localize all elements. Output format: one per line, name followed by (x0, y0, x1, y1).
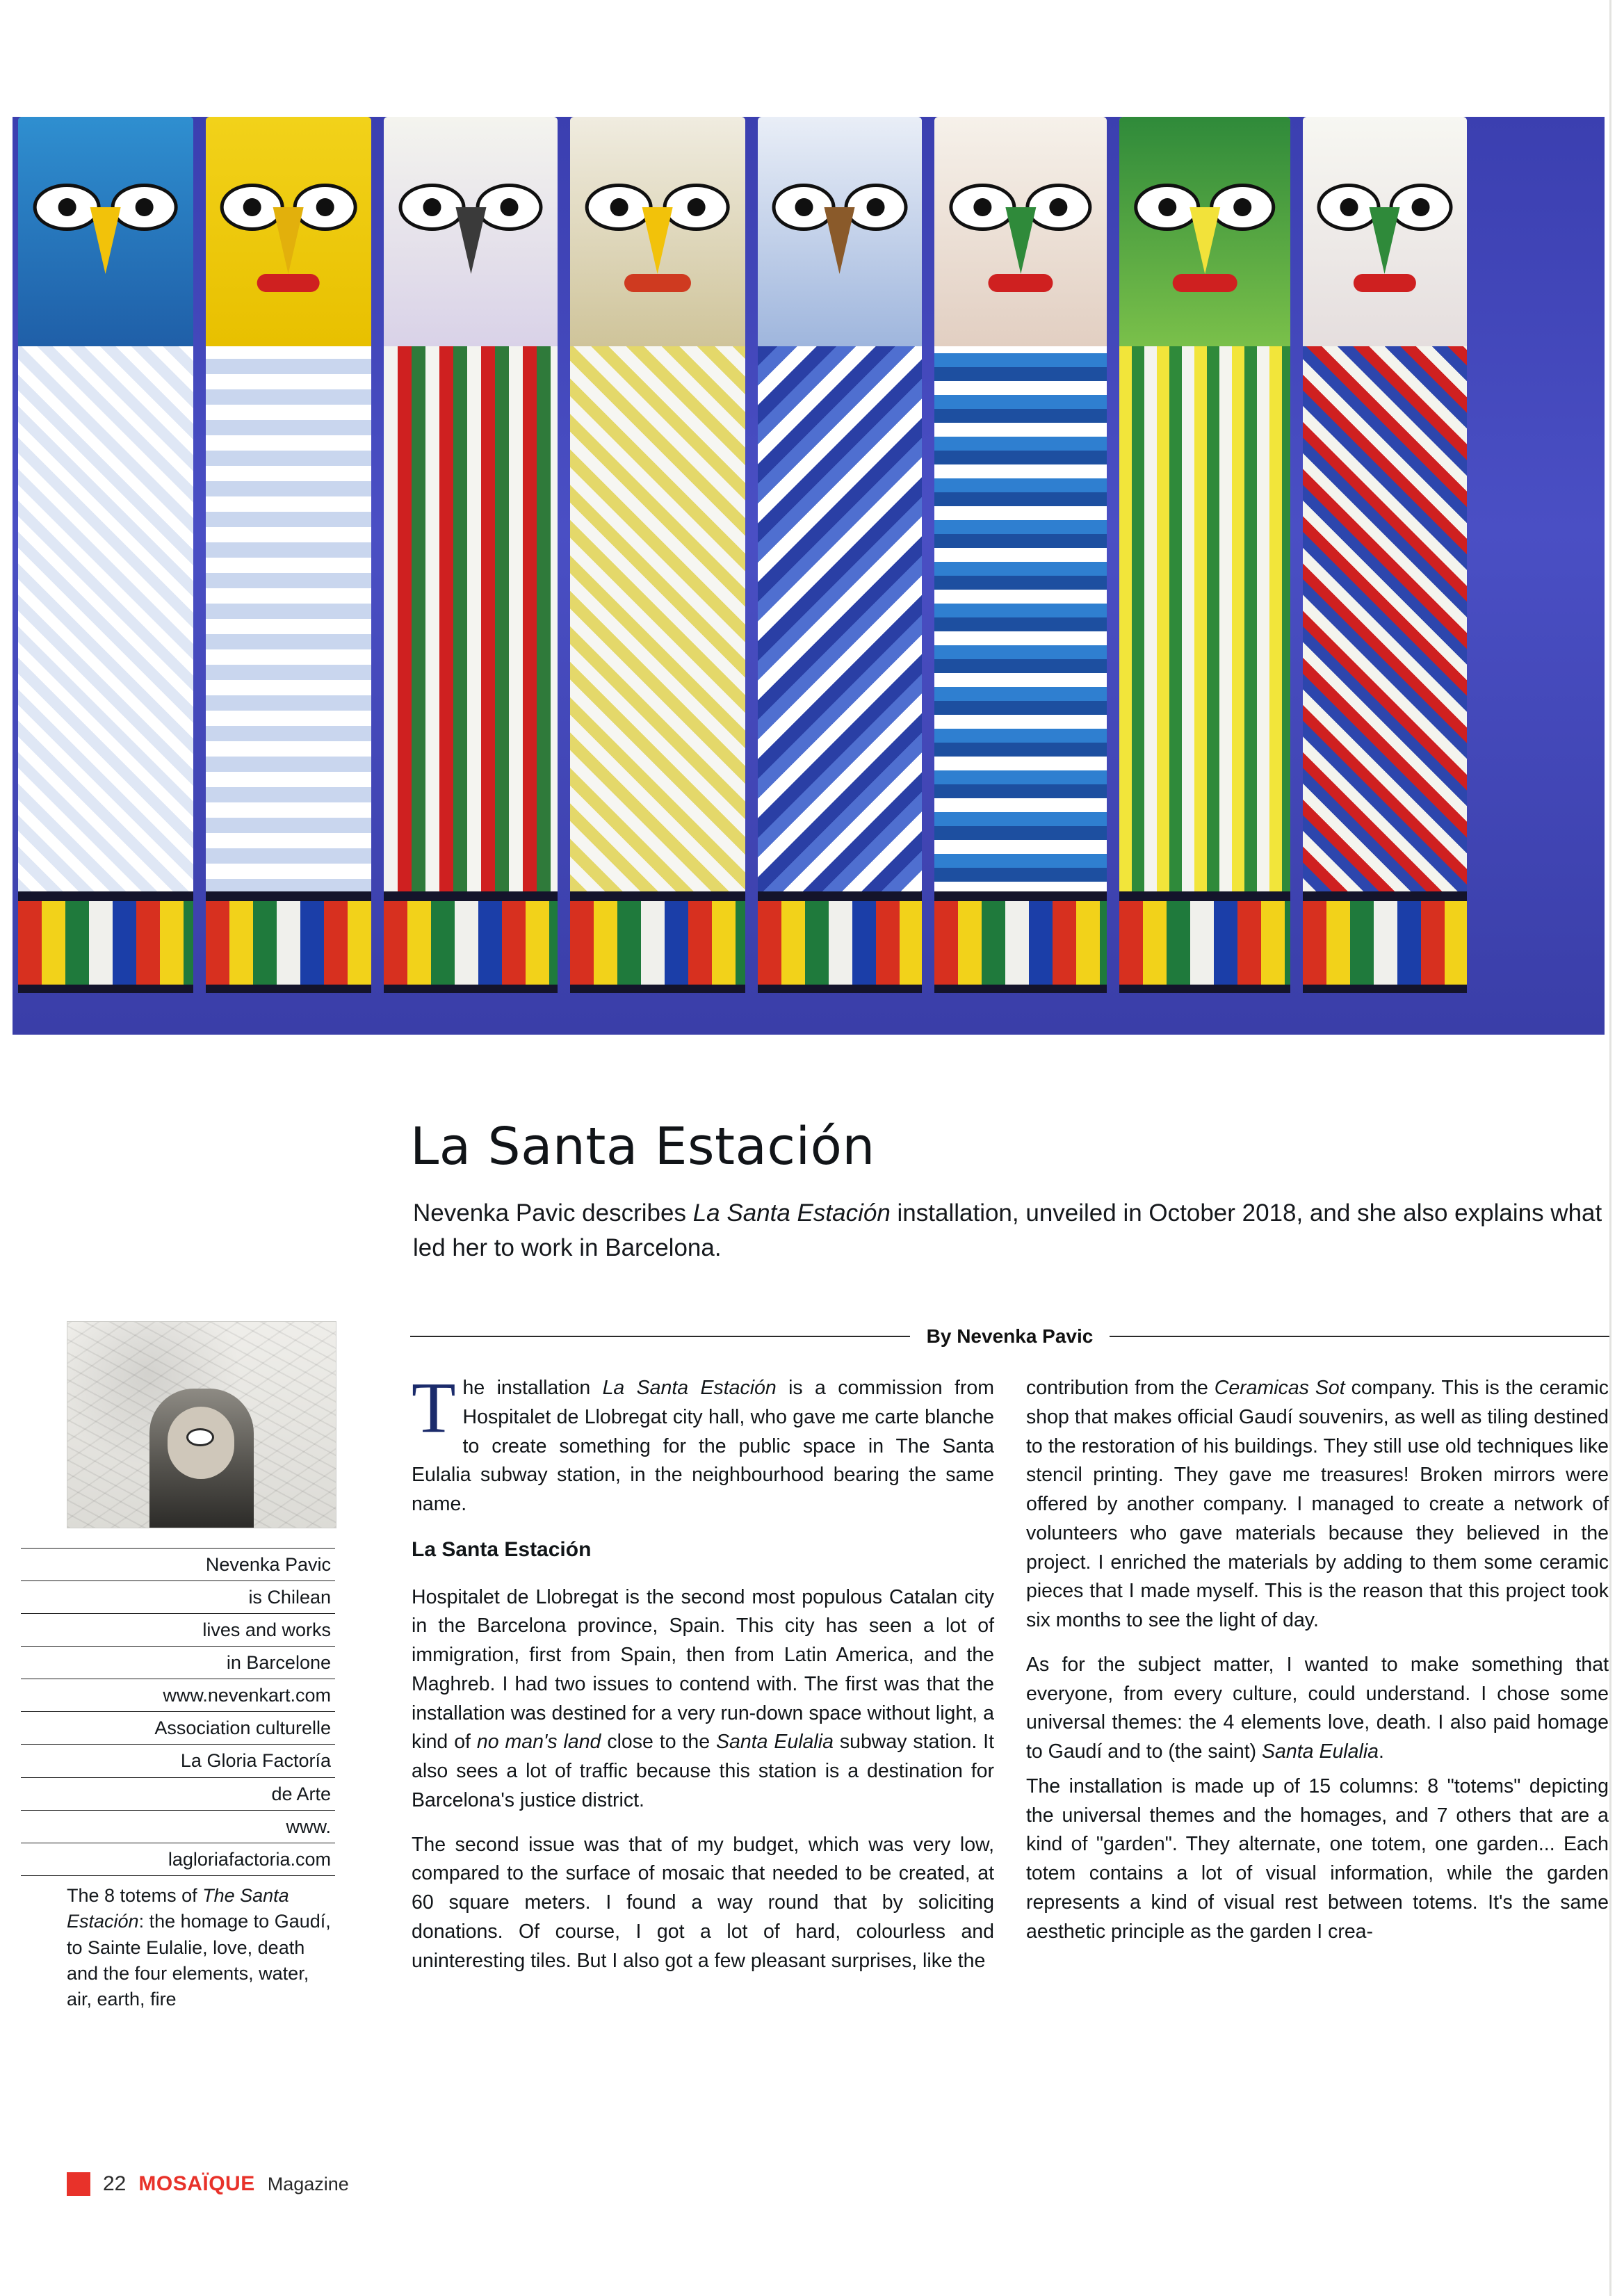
caption-italic: The Santa Estación (67, 1885, 289, 1932)
totem-base (570, 891, 745, 993)
page-title: La Santa Estación (410, 1116, 875, 1177)
rail-link-factoria[interactable]: lagloriafactoria.com (21, 1843, 335, 1876)
intro-title-italic: La Santa Estación (602, 1377, 777, 1399)
totem-column (384, 117, 558, 993)
mouth-icon (1354, 274, 1415, 292)
totem-base (758, 891, 922, 993)
nose-icon (642, 207, 673, 274)
p5-text-2: . (1379, 1740, 1384, 1763)
paragraph-5 (1026, 1651, 1609, 1767)
totem-column (570, 117, 745, 993)
nose-icon (1005, 207, 1036, 274)
byline-rule-right (1110, 1336, 1609, 1337)
author-info-rail (21, 1548, 335, 1876)
drop-cap: T (412, 1368, 456, 1448)
footer-square-icon (67, 2172, 90, 2196)
totem-body (18, 346, 193, 909)
body-column-right (1026, 1374, 1609, 1946)
totem-body (758, 346, 922, 909)
nose-icon (273, 207, 304, 274)
rail-link-website[interactable]: www.nevenkart.com (21, 1679, 335, 1711)
masthead-name: MOSAÏQUE (138, 2172, 255, 2195)
p4-text-1: contribution from the (1026, 1377, 1215, 1399)
rail-line: Association culturelle (21, 1711, 335, 1744)
totem-base (934, 891, 1107, 993)
totem-base (1303, 891, 1467, 993)
totem-body (934, 346, 1107, 909)
totem-base (1119, 891, 1290, 993)
standfirst-title-italic: La Santa Estación (692, 1199, 891, 1227)
byline: By Nevenka Pavic (926, 1325, 1094, 1347)
totem-column (18, 117, 193, 993)
rail-line: La Gloria Factoría (21, 1744, 335, 1777)
rail-line: Nevenka Pavic (21, 1548, 335, 1580)
rail-line: lives and works (21, 1613, 335, 1646)
p2-text-2: close to the (601, 1731, 716, 1754)
totem-body (384, 346, 558, 909)
mouth-icon (1172, 274, 1237, 292)
totem-base (384, 891, 558, 993)
totem-head (384, 117, 558, 346)
face-motif (1131, 184, 1278, 288)
mouth-icon (257, 274, 320, 292)
totem-body (206, 346, 371, 909)
face-motif (946, 184, 1094, 288)
intro-text-2: is a commission from Hospitalet de Llobregat city hall, who gave me carte blanche to create something for the public space in The Santa Eulalia subway station, in the neighbourhood bearing the same name. (412, 1377, 994, 1515)
nose-icon (1370, 207, 1400, 274)
paragraph-2 (412, 1583, 994, 1816)
totem-head (18, 117, 193, 346)
intro-text-1: he installation (462, 1377, 603, 1399)
totem-body (1303, 346, 1467, 909)
hero-photograph (13, 117, 1605, 1035)
body-column-left (412, 1368, 995, 1975)
p4-italic: Ceramicas Sot (1214, 1377, 1345, 1399)
totem-head (934, 117, 1107, 346)
standfirst-part-2: installation, unveiled in October 2018, and she also explains what led her to work in Barcelona. (413, 1199, 1602, 1261)
page-footer (67, 2172, 349, 2196)
paragraph-4 (1026, 1374, 1609, 1635)
face-motif (1315, 184, 1456, 288)
byline-row (410, 1325, 1609, 1348)
totem-column (206, 117, 371, 993)
p4-text-2: company. This is the ceramic shop that makes official Gaudí souvenirs, as well as tiling destined to the restoration of his buildings. They still use old techniques like stencil printing. They gave me treasures! Broken mirrors were offered by another company. I managed to create a network of volunteers who gave materials because they believed in the project. I enriched the materials by adding to them some ceramic pieces that I made myself. This is the reason that this project took six months to see the light of day. (1026, 1377, 1609, 1631)
totem-row (13, 117, 1605, 1035)
nose-icon (1189, 207, 1220, 274)
totem-column (934, 117, 1107, 993)
face-motif (583, 184, 733, 288)
totem-column (1119, 117, 1290, 993)
paragraph-intro (412, 1368, 994, 1519)
paragraph-6: The installation is made up of 15 columns: 8 "totems" depicting the universal themes and the homages, and 7 others that are a kind of "garden". They alternate, one totem, one garden... Each totem contains a lot of visual information, while the garden represents a kind of visual rest between totems. It's the same aesthetic principle as the garden I crea- (1026, 1774, 1609, 1943)
face-motif (770, 184, 911, 288)
rail-line: in Barcelone (21, 1646, 335, 1679)
totem-head (1303, 117, 1467, 346)
totem-body (1119, 346, 1290, 909)
p2-italic-2: Santa Eulalia (715, 1731, 834, 1754)
totem-head (1119, 117, 1290, 346)
page-number: 22 (103, 2172, 127, 2195)
rail-line: is Chilean (21, 1580, 335, 1613)
p2-text-3: subway station. It also sees a lot of traffic because this station is a destination for Barcelona's justice district. (412, 1731, 995, 1811)
section-subhead: La Santa Estación (412, 1537, 592, 1561)
standfirst-part-1: Nevenka Pavic describes (413, 1199, 693, 1227)
standfirst (413, 1196, 1609, 1265)
totem-base (18, 891, 193, 993)
totem-head (206, 117, 371, 346)
rail-line: de Arte (21, 1777, 335, 1810)
author-photo (67, 1321, 336, 1528)
totem-head (570, 117, 745, 346)
page-edge-line (1609, 0, 1611, 2296)
photo-caption (67, 1883, 336, 2012)
photo-portrait-figure (149, 1389, 254, 1528)
totem-base (206, 891, 371, 993)
beak-icon (90, 207, 121, 274)
totem-body (570, 346, 745, 909)
p5-text-1: As for the subject matter, I wanted to make something that everyone, from every culture, could understand. I chose some universal themes: the 4 elements love, death. I also paid homage to Gaudí and to (the saint) (1026, 1653, 1609, 1763)
p5-italic: Santa Eulalia (1262, 1740, 1379, 1763)
p2-italic-1: no man's land (476, 1731, 601, 1754)
totem-column (758, 117, 922, 993)
masthead-subtitle: Magazine (267, 2173, 349, 2194)
face-motif (31, 184, 181, 288)
face-motif (396, 184, 546, 288)
totem-column (1303, 117, 1467, 993)
face-motif (218, 184, 360, 288)
caption-text-2: : the homage to Gaudí, to Sainte Eulalie, love, death and the four elements, water, air, earth, fire (67, 1911, 331, 2010)
p2-text-1: Hospitalet de Llobregat is the second most populous Catalan city in the Barcelona province, Spain. This city has seen a lot of immigration, first from Spain, then from Latin America, and the Maghreb. I had two issues to contend with. The first was that the installation was destined for a very run-down space without light, a kind of (412, 1585, 994, 1754)
byline-rule-left (410, 1336, 910, 1337)
totem-head (758, 117, 922, 346)
rail-link-www[interactable]: www. (21, 1810, 335, 1843)
paragraph-3: The second issue was that of my budget, which was very low, compared to the surface of mosaic that needed to be created, at 60 square meters. I found a way round that by soliciting donations. Of course, I got a lot of hard, colourless and uninteresting tiles. But I also got a few pleasant surprises, like the (412, 1833, 994, 1972)
mouth-icon (988, 274, 1053, 292)
nose-icon (455, 207, 486, 274)
mouth-icon (624, 274, 690, 292)
caption-text-1: The 8 totems of (67, 1885, 203, 1906)
nose-icon (825, 207, 855, 274)
